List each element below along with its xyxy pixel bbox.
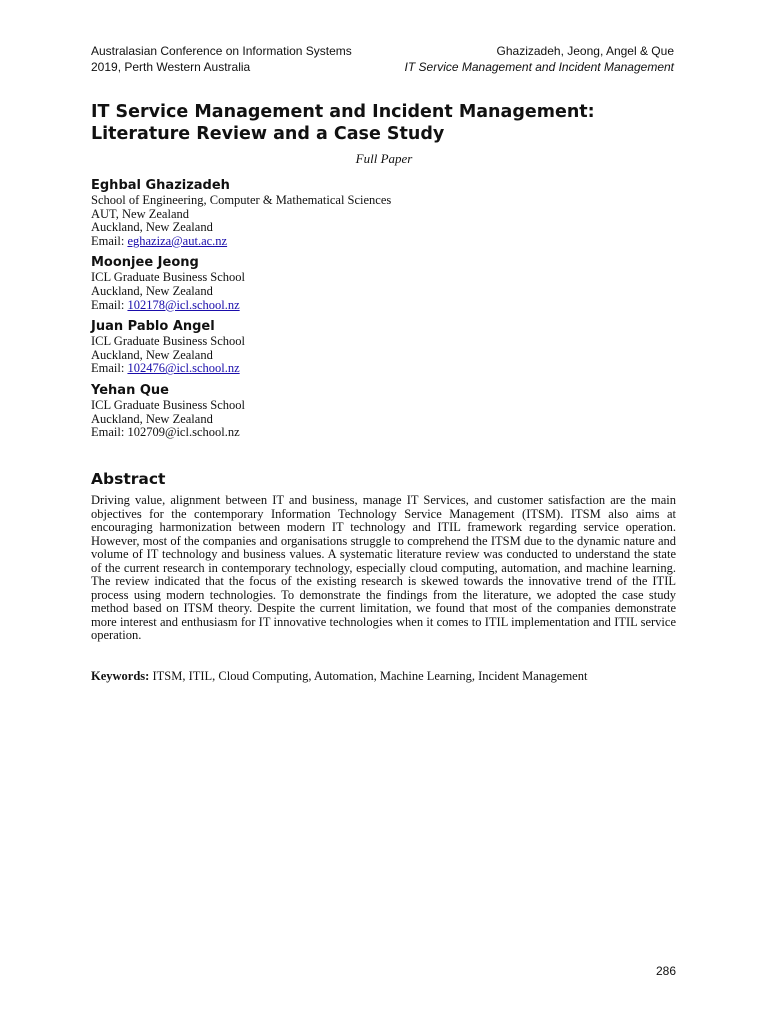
author-block xyxy=(91,254,681,312)
conference-name: Australasian Conference on Information Systems xyxy=(91,44,352,58)
author-affiliation: Auckland, New Zealand xyxy=(91,347,213,362)
author-block xyxy=(91,382,681,440)
email-label: Email: xyxy=(91,233,128,248)
author-affiliation: Auckland, New Zealand xyxy=(91,220,213,235)
author-name: Yehan Que xyxy=(91,382,169,398)
author-affiliation: School of Engineering, Computer & Mathematical Sciences xyxy=(91,193,392,207)
keywords-text: ITSM, ITIL, Cloud Computing, Automation, Machine Learning, Incident Management xyxy=(149,669,588,683)
header-authors: Ghazizadeh, Jeong, Angel & Que xyxy=(496,44,674,58)
running-header-right xyxy=(405,44,674,75)
author-email-link[interactable]: 102476@icl.school.nz xyxy=(127,361,240,376)
author-affiliation: ICL Graduate Business School xyxy=(91,334,246,349)
email-label: Email: xyxy=(91,425,128,440)
author-block xyxy=(91,318,681,376)
author-email-link[interactable]: 102178@icl.school.nz xyxy=(127,297,240,312)
paper-title-line-2: Literature Review and a Case Study xyxy=(91,124,445,144)
author-email-line xyxy=(91,299,681,313)
paper-title-line-1: IT Service Management and Incident Management: xyxy=(91,102,595,122)
author-affiliation: ICL Graduate Business School xyxy=(91,270,246,285)
author-email-link[interactable]: eghaziza@aut.ac.nz xyxy=(127,233,228,248)
email-label: Email: xyxy=(91,361,128,376)
author-block xyxy=(91,177,681,248)
paper-title xyxy=(91,101,691,145)
abstract-heading: Abstract xyxy=(91,470,166,488)
author-email-line xyxy=(91,235,681,249)
author-list xyxy=(91,177,681,446)
keywords-label: Keywords: xyxy=(91,669,150,683)
author-email-line xyxy=(91,426,681,440)
author-affiliation: ICL Graduate Business School xyxy=(91,397,246,412)
author-name: Eghbal Ghazizadeh xyxy=(91,178,230,193)
page-number: 286 xyxy=(655,964,676,978)
author-name: Juan Pablo Angel xyxy=(91,319,215,335)
author-name: Moonjee Jeong xyxy=(91,255,199,271)
keywords-line xyxy=(91,668,676,684)
author-affiliation: AUT, New Zealand xyxy=(91,206,189,221)
abstract-body: Driving value, alignment between IT and business, manage IT Services, and customer satisfaction are the main objectives for the contemporary Information Technology Service Management (ITSM). ITSM also aims at encouraging harmonization between modern IT technology and ITIL framework regarding service operation. However, most of the companies and organisations struggle to comprehend the ITSM due to the dynamic nature and volume of IT technology and business values. A systematic literature review was conducted to understand the state of the current research in contemporary technology, especially cloud computing, automation, and machine learning. The review indicated that the focus of the existing research is skewed towards the innovative trend of the ITIL process using modern technologies. To demonstrate the findings from the literature, we adopted the case study method based on ITSM theory. Despite the current limitation, we found that most of the companies demonstrate more interest and enthusiasm for IT innovative technologies when it comes to ITIL implementation and ITIL service operation. xyxy=(91,493,676,642)
paper-type: Full Paper xyxy=(355,151,413,166)
email-label: Email: xyxy=(91,297,128,312)
author-email-line xyxy=(91,362,681,376)
conference-location: 2019, Perth Western Australia xyxy=(91,59,251,74)
author-affiliation: Auckland, New Zealand xyxy=(91,411,213,426)
header-running-title: IT Service Management and Incident Management xyxy=(404,59,674,74)
author-email-text: 102709@icl.school.nz xyxy=(127,425,240,440)
author-affiliation: Auckland, New Zealand xyxy=(91,283,213,298)
running-header-left xyxy=(91,44,352,75)
